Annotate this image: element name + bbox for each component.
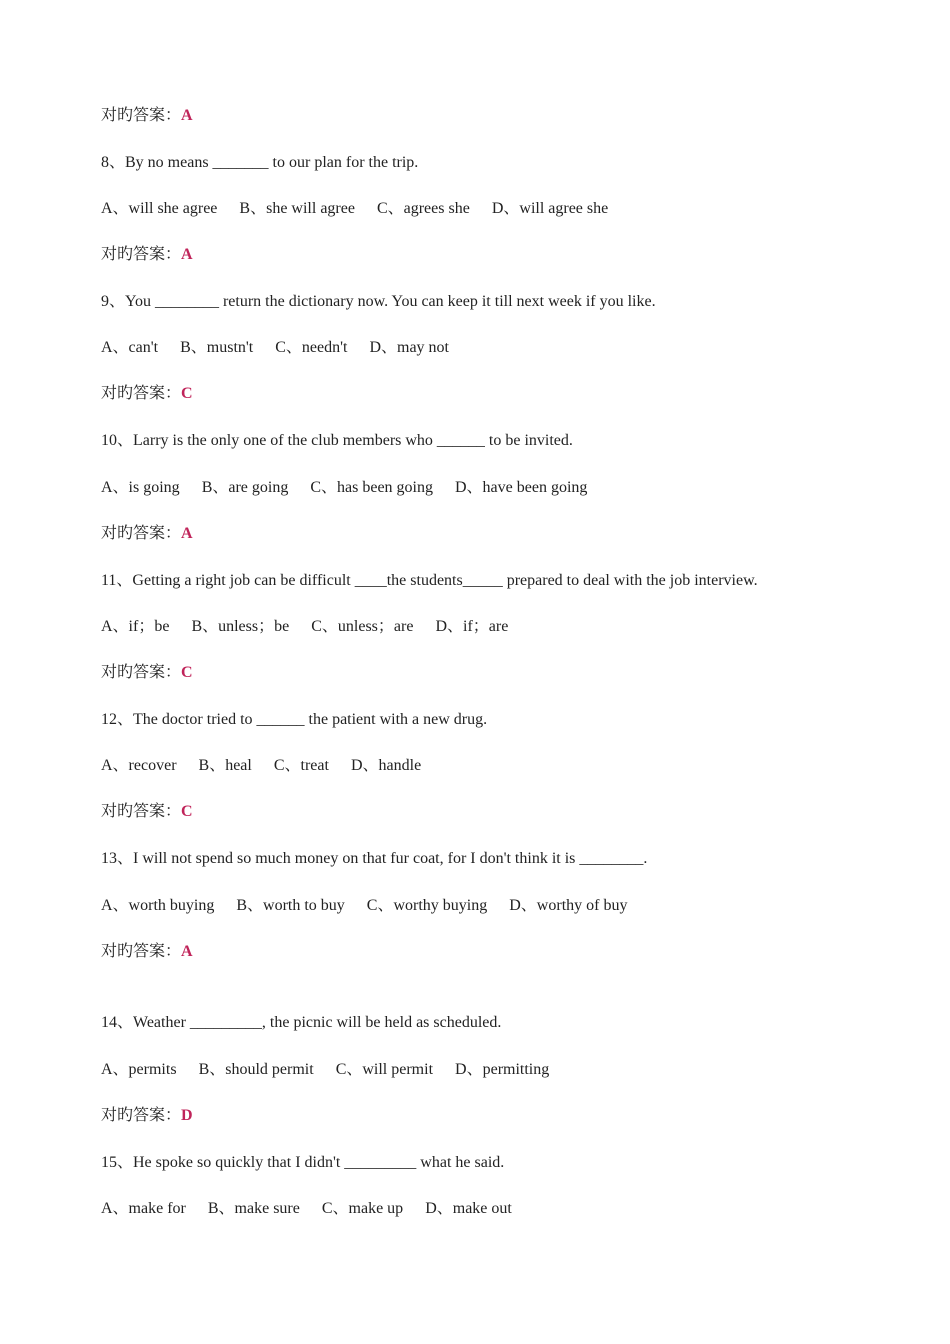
option-d: D、make out (425, 1200, 512, 1217)
options-9 (101, 338, 471, 358)
question-11: 11、Getting a right job can be difficult ____the students_____ prepared to deal with the job interview. (101, 572, 758, 589)
answer-line (101, 802, 193, 822)
option-c: C、will permit (335, 1061, 434, 1078)
answer-letter: C (181, 803, 193, 820)
option-b: B、unless；be (191, 618, 290, 635)
option-a: A、is going (101, 479, 180, 496)
answer-line (101, 663, 193, 683)
question-13: 13、I will not spend so much money on that fur coat, for I don't think it is ________. (101, 850, 648, 867)
question-12: 12、The doctor tried to ______ the patient with a new drug. (101, 711, 488, 728)
option-d: D、permitting (455, 1061, 550, 1078)
option-b: B、are going (201, 479, 289, 496)
option-b: B、mustn't (180, 339, 254, 356)
answer-label: 对旳答案： (101, 107, 182, 124)
answer-label: 对旳答案： (101, 1107, 182, 1124)
option-a: A、worth buying (101, 897, 215, 914)
options-13 (101, 896, 649, 916)
option-a: A、can't (101, 339, 159, 356)
option-a: A、permits (101, 1061, 177, 1078)
answer-label: 对旳答案： (101, 803, 182, 820)
answer-line (101, 245, 193, 265)
options-15 (101, 1199, 534, 1219)
question-10: 10、Larry is the only one of the club members who ______ to be invited. (101, 432, 573, 449)
answer-label: 对旳答案： (101, 385, 182, 402)
option-d: D、if；are (435, 618, 509, 635)
option-c: C、needn't (275, 339, 348, 356)
option-d: D、worthy of buy (509, 897, 628, 914)
answer-label: 对旳答案： (101, 246, 182, 263)
answer-line (101, 524, 193, 544)
option-a: A、if；be (101, 618, 170, 635)
option-b: B、she will agree (239, 200, 355, 217)
answer-letter: A (181, 246, 193, 263)
option-c: C、worthy buying (366, 897, 488, 914)
answer-letter: A (181, 943, 193, 960)
option-c: C、treat (273, 757, 329, 774)
answer-line (101, 106, 193, 126)
option-d: D、may not (369, 339, 449, 356)
option-b: B、make sure (207, 1200, 300, 1217)
option-a: A、will she agree (101, 200, 218, 217)
question-14: 14、Weather _________, the picnic will be held as scheduled. (101, 1014, 502, 1031)
answer-letter: C (181, 385, 193, 402)
option-b: B、worth to buy (236, 897, 345, 914)
answer-line (101, 384, 193, 404)
option-b: B、heal (198, 757, 252, 774)
answer-line (101, 942, 193, 962)
option-d: D、have been going (455, 479, 588, 496)
option-d: D、handle (350, 757, 422, 774)
option-c: C、agrees she (376, 200, 470, 217)
options-11 (101, 617, 530, 637)
option-a: A、make for (101, 1200, 186, 1217)
options-10 (101, 478, 609, 498)
option-a: A、recover (101, 757, 177, 774)
question-9: 9、You ________ return the dictionary now. You can keep it till next week if you like. (101, 293, 656, 310)
answer-label: 对旳答案： (101, 664, 182, 681)
option-c: C、unless；are (311, 618, 414, 635)
options-8 (101, 199, 630, 219)
options-14 (101, 1060, 571, 1080)
answer-letter: C (181, 664, 193, 681)
answer-label: 对旳答案： (101, 525, 182, 542)
question-8: 8、By no means _______ to our plan for the trip. (101, 154, 419, 171)
answer-letter: A (181, 525, 193, 542)
options-12 (101, 756, 443, 776)
answer-label: 对旳答案： (101, 943, 182, 960)
answer-letter: A (181, 107, 193, 124)
question-15: 15、He spoke so quickly that I didn't _________ what he said. (101, 1154, 505, 1171)
answer-line (101, 1106, 193, 1126)
option-b: B、should permit (198, 1061, 314, 1078)
option-c: C、has been going (310, 479, 433, 496)
answer-letter: D (181, 1107, 193, 1124)
option-c: C、make up (321, 1200, 404, 1217)
option-d: D、will agree she (491, 200, 609, 217)
